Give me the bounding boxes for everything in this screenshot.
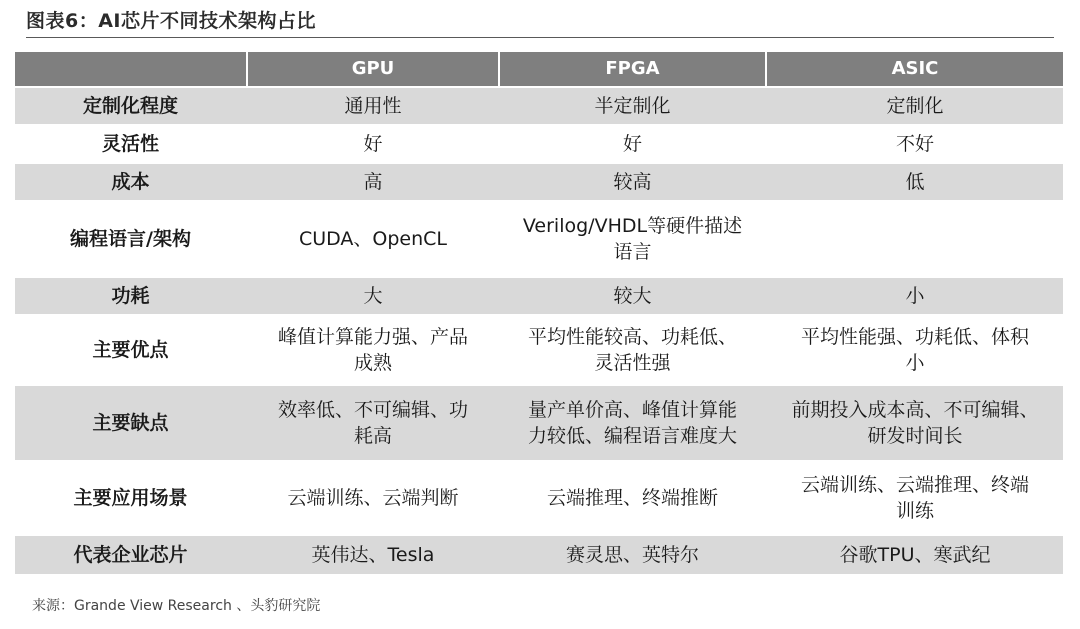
table-cell: 不好 xyxy=(895,133,934,155)
table-cell: 效率低、不可编辑、功 耗高 xyxy=(277,399,468,447)
table-cell: Verilog/VHDL等硬件描述 语言 xyxy=(522,215,743,263)
table-cell: 英伟达、Tesla xyxy=(311,544,435,566)
header-cell-gpu: GPU xyxy=(248,52,498,86)
table-cell: 云端训练、云端判断 xyxy=(287,487,459,509)
table-cell: 谷歌TPU、寒武纪 xyxy=(839,544,991,566)
row-label: 定制化程度 xyxy=(82,95,178,117)
table-cell: 前期投入成本高、不可编辑、 研发时间长 xyxy=(791,399,1039,447)
table-cell: 高 xyxy=(363,171,383,193)
table-cell: 半定制化 xyxy=(594,95,671,117)
row-label: 灵活性 xyxy=(101,133,159,155)
table-cell: 较大 xyxy=(613,285,652,307)
table-cell: 云端训练、云端推理、终端 训练 xyxy=(800,474,1029,522)
page-title: 图表6：AI芯片不同技术架构占比 xyxy=(26,10,316,32)
table-cell: 好 xyxy=(363,133,383,155)
row-label: 代表企业芯片 xyxy=(73,544,188,566)
row-label: 主要缺点 xyxy=(92,412,169,434)
table-cell: 通用性 xyxy=(344,95,402,117)
table-cell: 小 xyxy=(905,285,925,307)
table-cell: 较高 xyxy=(613,171,652,193)
row-label: 主要应用场景 xyxy=(73,487,188,509)
table-cell: 平均性能较高、功耗低、 灵活性强 xyxy=(527,326,737,374)
row-label: 成本 xyxy=(111,171,150,193)
table-cell xyxy=(767,202,1063,276)
source-note: 来源：Grande View Research 、头豹研究院 xyxy=(32,598,321,614)
row-label: 功耗 xyxy=(111,285,150,307)
header-cell-empty xyxy=(15,52,246,86)
table-cell: 好 xyxy=(622,133,642,155)
table-cell: 大 xyxy=(363,285,383,307)
table-cell: 定制化 xyxy=(886,95,944,117)
table-cell: CUDA、OpenCL xyxy=(298,228,448,250)
header-cell-asic: ASIC xyxy=(767,52,1063,86)
title-divider xyxy=(26,37,1054,38)
table-cell: 云端推理、终端推断 xyxy=(546,487,718,509)
row-label: 编程语言/架构 xyxy=(70,228,191,250)
table-cell: 低 xyxy=(905,171,925,193)
table-cell: 峰值计算能力强、产品 成熟 xyxy=(277,326,468,374)
header-cell-fpga: FPGA xyxy=(500,52,765,86)
table-cell: 赛灵思、英特尔 xyxy=(565,544,699,566)
table-cell: 平均性能强、功耗低、体积 小 xyxy=(800,326,1029,374)
table-cell: 量产单价高、峰值计算能 力较低、编程语言难度大 xyxy=(527,399,737,447)
row-label: 主要优点 xyxy=(92,339,169,361)
